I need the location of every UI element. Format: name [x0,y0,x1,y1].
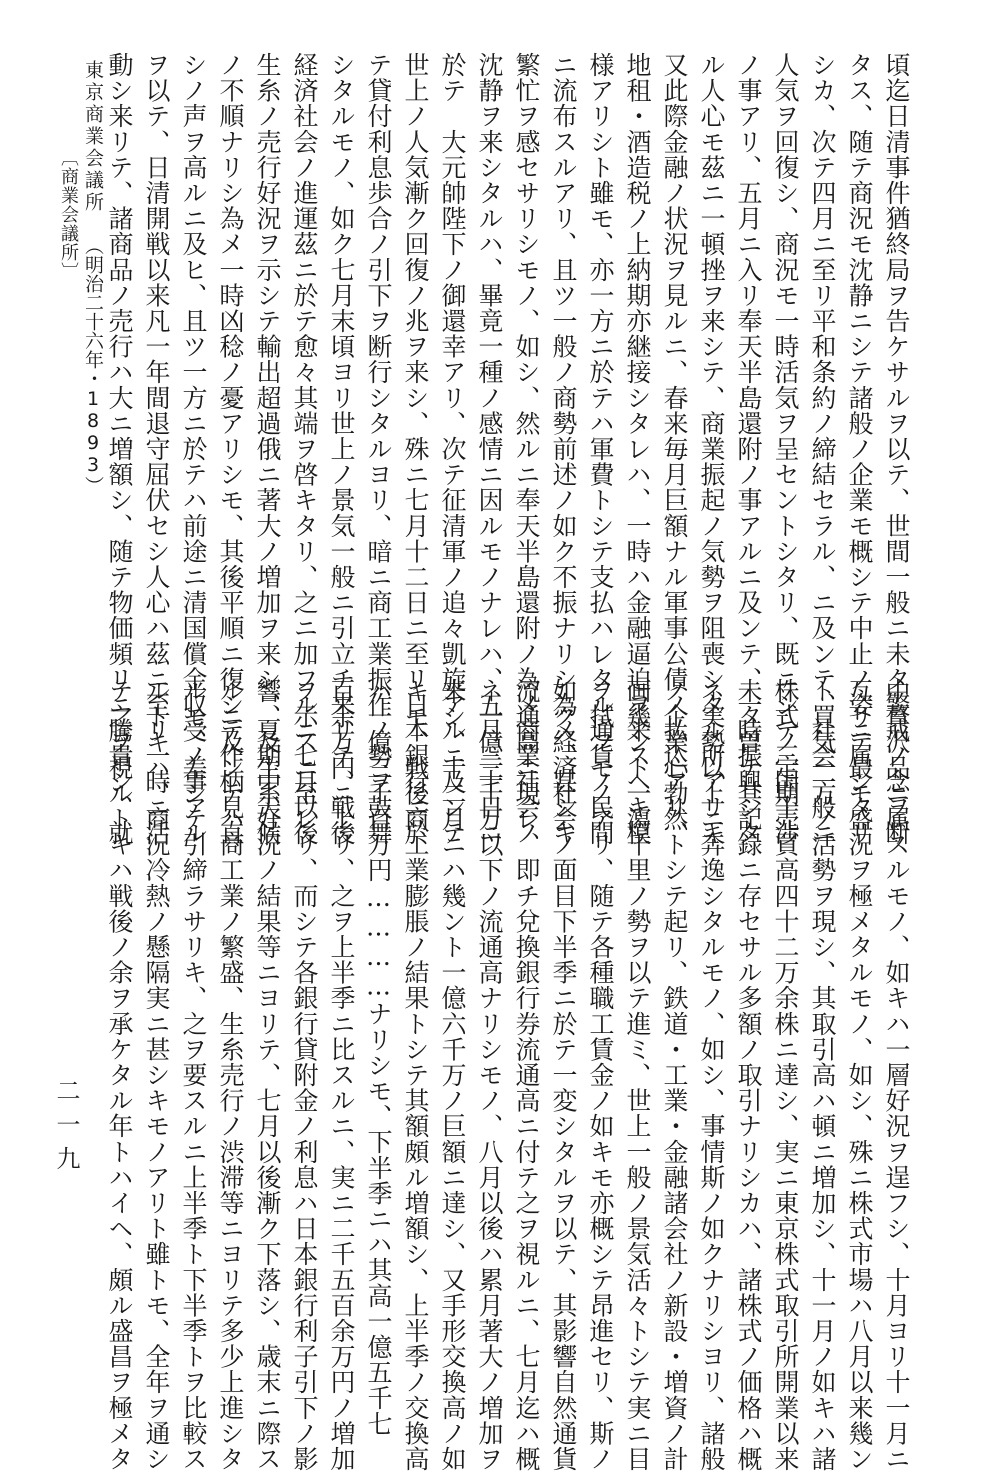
text-line: 様アリシト雖モ、亦一方ニ於テハ軍費トシテ支払ハレタル通貨ノ民間 [586,52,615,846]
text-line: 画幾ント一瀉千里ノ勢ヲ以テ進ミ、世上一般ノ景気活々トシテ実ニ目 [623,678,652,1472]
text-line: 生糸ノ売行好況ヲ示シテ輸出超過俄ニ著大ノ増加ヲ来シ、夏期中天候 [253,52,282,846]
text-line: タス、随テ商況モ沈静ニシテ諸般ノ企業モ概シテ中止ノ姿ニ属シタリ [845,52,874,846]
text-line: テ貸付利息歩合ノ引下ヲ断行シタルヨリ、暗ニ商工業振作ノ勢ヲ鼓舞 [364,52,393,846]
text-line: シカ、次テ四月ニ至リ平和条約ノ締結セラル、ニ及ンテ、社会一般ニ [808,52,837,846]
text-line: ネ一億三千万以下ノ流通高ナリシモノ、八月以後ハ累月著大ノ増加ヲ [475,678,504,1472]
text-line: ヲ示スニ至レリ、而シテ各銀行貸附金ノ利息ハ日本銀行利子引下ノ影 [290,678,319,1472]
text-line: 又此際金融ノ状況ヲ見ルニ、春来毎月巨額ナル軍事公債ノ払込アリ、 [660,52,689,846]
text-line: 頃迄日清事件猶終局ヲ告ケサルヲ以テ、世間一般ニ未タ警戒ノ念ヲ断 [882,52,911,846]
text-line: 亙リテ最モ盛況ヲ極メタルモノ、如シ、殊ニ株式市場ハ八月以来幾ン [845,678,874,1472]
text-line: ト買気一方ノ活勢ヲ現シ、其取引高ハ頓ニ増加シ、十一月ノ如キハ諸 [808,678,837,1472]
text-line: 世上ノ人気漸ク回復ノ兆ヲ来シ、殊ニ七月十二日ニ至リ日本銀行ニ於 [401,52,430,846]
text-block-upper [101,52,915,846]
text-line: キモ、戦後商工業膨脹ノ結果トシテ其額頗ル増額シ、上半季ノ交換高 [401,678,430,1472]
text-line: ニ流布スルアリ、且ツ一般ノ商勢前述ノ如ク不振ナリシ為メ、甚シキ [549,52,578,846]
source-citation [80,60,107,495]
source-label: 〔商業会議所〕 [58,148,79,281]
publication-date: （明治二十六年・1893） [82,236,104,495]
text-line: ネ実勢以上ニ奔逸シタルモノ、如シ、事情斯ノ如クナリシヨリ、諸般 [697,678,726,1472]
text-line: 地租・酒造税ノ上納期亦継接シタレハ、一時ハ金融逼迫ヲ来スヘキ模 [623,52,652,846]
text-line: 流通高ニ現レ、即チ兌換銀行券流通高ニ付テ之ヲ視ルニ、七月迄ハ概 [512,678,541,1472]
text-line: ノ事アリ、五月ニ入リ奉天半島還附ノ事アルニ及ンテ、一時振興シタ [734,52,763,846]
text-line: テ之ヲ視ルトキハ戦後ノ余ヲ承ケタル年トハイヘ、頗ル盛昌ヲ極メタ [105,678,134,1472]
text-line: 中贅沢品ニ属スルモノ、如キハ一層好況ヲ逞フシ、十月ヨリ十一月ニ [882,678,911,1472]
text-line: 人気ヲ回復シ、商況モ一時活気ヲ呈セントシタリ、既ニシテ三国干渉 [771,52,800,846]
text-line: 繁忙ヲ感セサリシモノ、如シ、然ルニ奉天半島還附ノ為メ商業社会ノ [512,52,541,846]
text-line: 如ク経済社会ノ面目下半季ニ於テ一変シタルヲ以テ、其影響自然通貨 [549,678,578,1472]
text-line: ルトキハ、商況冷熱ノ懸隔実ニ甚シキモノアリト雖トモ、全年ヲ通シ [142,678,171,1472]
text-block-lower [101,678,915,1472]
text-line: ハ一億三千百万円…………ナリシモ、下半季ニハ其高一億五千七 [364,678,393,1437]
text-line: 於テ 大元帥陛下ノ御還幸アリ、次テ征清軍ノ追々凱旋アルニ及ンテ [438,52,467,846]
text-line: ノ企業心勃然トシテ起リ、鉄道・工業・金融諸会社ノ新設・増資ノ計 [660,678,689,1472]
text-line: 沈静ヲ来シタルハ、畢竟一種ノ感情ニ因ルモノナレハ、五月三十日ニ [475,52,504,846]
text-line: 響、及生糸好況ノ結果等ニヨリテ、七月以後漸ク下落シ、歳末ニ際ス [253,678,282,1472]
organization-name: 東京商業会議所 [82,60,104,214]
text-line: 百余万円ニ上リ、之ヲ上半季ニ比スルニ、実ニ二千五百余万円ノ増加 [327,678,356,1472]
text-line: 来シ、十二月ニハ幾ント一億六千万ノ巨額ニ達シ、又手形交換高ノ如 [438,678,467,1472]
text-line: ル人心モ茲ニ一頓挫ヲ来シテ、商業振起ノ気勢ヲ阻喪シタル所アリキ [697,52,726,846]
text-line: シタルモノ、如ク七月末頃ヨリ世上ノ景気一般ニ引立チ来リテ、戦後 [327,52,356,846]
text-line: シノ声ヲ高ルニ及ヒ、且ツ一方ニ於テハ前途ニ清国償金収受ノ事アル [179,52,208,846]
text-line: ノ不順ナリシ為メ一時凶稔ノ憂アリシモ、其後平順ニ復シテ作柄見直 [216,52,245,846]
text-line: ヲ以テ、日清開戦以来凡一年間退守屈伏セシ人心ハ茲ニ至リ一時ニ活 [142,52,171,846]
text-line: 動シ来リテ、諸商品ノ売行ハ大ニ増額シ、随テ物価頻リニ騰貴シ、就 [105,52,134,846]
text-line: 経済社会ノ進運茲ニ於テ愈々其端ヲ啓キタリ、之ニ加フルニ七月以後 [290,52,319,846]
text-line: 株式ノ定期売買高四十二万余株ニ達シ、実ニ東京株式取引所開業以来 [771,678,800,1472]
text-line: ヲ拭フモノアリ、随テ各種職工賃金ノ如キモ亦概シテ昂進セリ、斯ノ [586,678,615,1472]
text-line: ルニ及ンテハ商工業ノ繁盛、生糸売行ノ渋滞等ニヨリテ多少上進シタ [216,678,245,1472]
page-number: 二一九 [52,1078,80,1180]
text-line: 未タ曽テ其記録ニ存セサル多額ノ取引ナリシカハ、諸株式ノ価格ハ概 [734,678,763,1472]
text-line: ルモ、差シテ引締ラサリキ、之ヲ要スルニ上半季ト下半季トヲ比較ス [179,678,208,1472]
